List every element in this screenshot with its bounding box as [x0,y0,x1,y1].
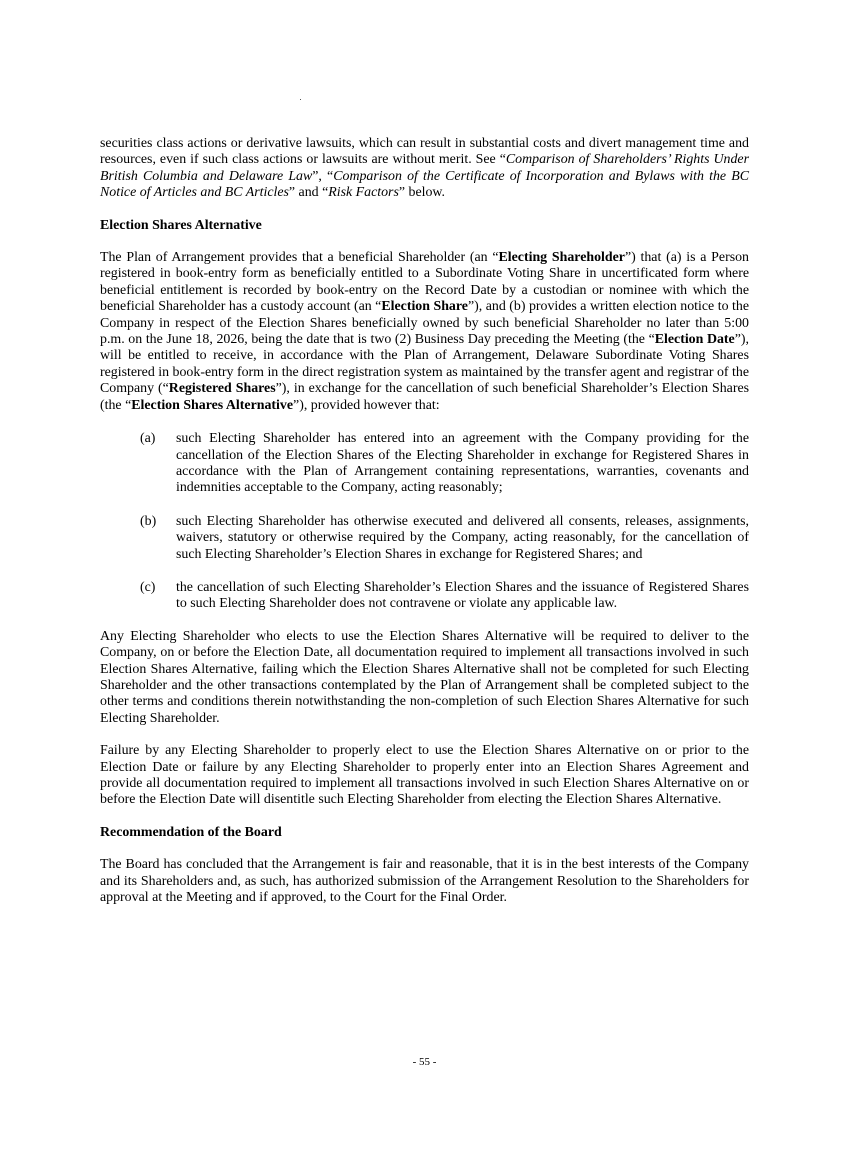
text-run: The Plan of Arrangement provides that a beneficial Shareholder (an “ [100,250,499,266]
cross-reference: Risk Factors [328,185,399,201]
text-run: ”), in exchange for the cancellation of such beneficial Shareholder’s Election Shares (the “ [100,381,750,413]
list-item-text: such Electing Shareholder has entered into an agreement with the Company providing for the cancellation of the Election Shares of the Electing Shareholder in exchange for Registered Shares in accordance with the Plan of Arrangement containing representations, warranties, covenants and indemnities acceptable to the Company, acting reasonably; [176,431,749,496]
defined-term: Election Date [654,332,735,348]
election-shares-paragraph [100,250,749,414]
list-item [100,431,749,497]
list-item-text: such Electing Shareholder has otherwise executed and delivered all consents, releases, assignments, waivers, statutory or otherwise required by the Company, acting reasonably, for the cancellation of such Electing Shareholder’s Election Shares in exchange for Registered Shares; and [176,513,749,562]
conditions-list [100,431,749,613]
page-number: - 55 - [412,1056,437,1068]
defined-term: Electing Shareholder [498,250,625,266]
text-run: ” below. [398,185,446,201]
list-item-label: (b) [140,513,157,529]
text-run: securities class actions or derivative lawsuits, which can result in substantial costs and divert management time and resources, even if such class actions or lawsuits are without merit. See “ [100,136,749,168]
text-run: ”) that (a) is a Person registered in book-entry form as beneficially entitled to a Subordinate Voting Share in uncertificated form where beneficial entitlement is recorded by book-entry on the Record Date by a custodian or nominee with which the beneficial Shareholder has a custody account (an “ [100,250,749,315]
list-item [100,514,749,563]
section-heading-election-shares: Election Shares Alternative [100,217,262,233]
list-item-label: (a) [140,431,156,447]
scan-dot [300,99,301,100]
cross-reference: Comparison of the Certificate of Incorporation and Bylaws with the BC Notice of Articles and BC Articles [100,168,749,201]
defined-term: Election Shares Alternative [131,397,294,413]
text-run: ”), and (b) provides a written election notice to the Company in respect of the Election Shares beneficially owned by such beneficial Shareholder no later than 5:00 p.m. on the June 18, 2026, being the date that is two (2) Business Day preceding the Meeting (the “ [100,299,749,348]
list-item-text: the cancellation of such Electing Shareholder’s Election Shares and the issuance of Registered Shares to such Electing Shareholder does not contravene or violate any applicable law. [176,579,749,612]
intro-paragraph [100,136,749,202]
document-page [100,136,749,906]
text-run: ”, “ [312,168,334,184]
text-run: ”), provided however that: [293,397,440,413]
defined-term: Election Share [381,299,468,315]
text-run: ”), will be entitled to receive, in accordance with the Plan of Arrangement, Delaware Subordinate Voting Shares registered in book-entry form in the direct registration system as maintained by the transfer agent and registrar of the Company (“ [100,332,749,397]
cross-reference: Comparison of Shareholders’ Rights Under British Columbia and Delaware Law [100,152,750,184]
failure-paragraph: Failure by any Electing Shareholder to properly elect to use the Election Shares Alternative on or prior to the Election Date or failure by any Electing Shareholder to properly enter into an Election Shares Agreement and provide all documentation required to implement all transactions involved in such Election Shares Alternative on or before the Election Date will disentitle such Electing Shareholder from electing the Election Shares Alternative. [100,743,749,808]
delivery-paragraph: Any Electing Shareholder who elects to use the Election Shares Alternative will be required to deliver to the Company, on or before the Election Date, all documentation required to implement all transactions involved in such Election Shares Alternative, failing which the Election Shares Alternative shall not be completed for such Electing Shareholder and the other transactions contemplated by the Plan of Arrangement shall be completed subject to the other terms and conditions therein notwithstanding the non-completion of such Election Shares Alternative for such Electing Shareholder. [100,628,749,726]
list-item [100,580,749,613]
recommendation-paragraph: The Board has concluded that the Arrangement is fair and reasonable, that it is in the best interests of the Company and its Shareholders and, as such, has authorized submission of the Arrangement Resolution to the Shareholders for approval at the Meeting and if approved, to the Court for the Final Order. [100,857,749,906]
text-run: ” and “ [288,185,329,201]
section-heading-recommendation: Recommendation of the Board [100,824,282,840]
defined-term: Registered Shares [168,381,276,397]
list-item-label: (c) [140,579,156,595]
